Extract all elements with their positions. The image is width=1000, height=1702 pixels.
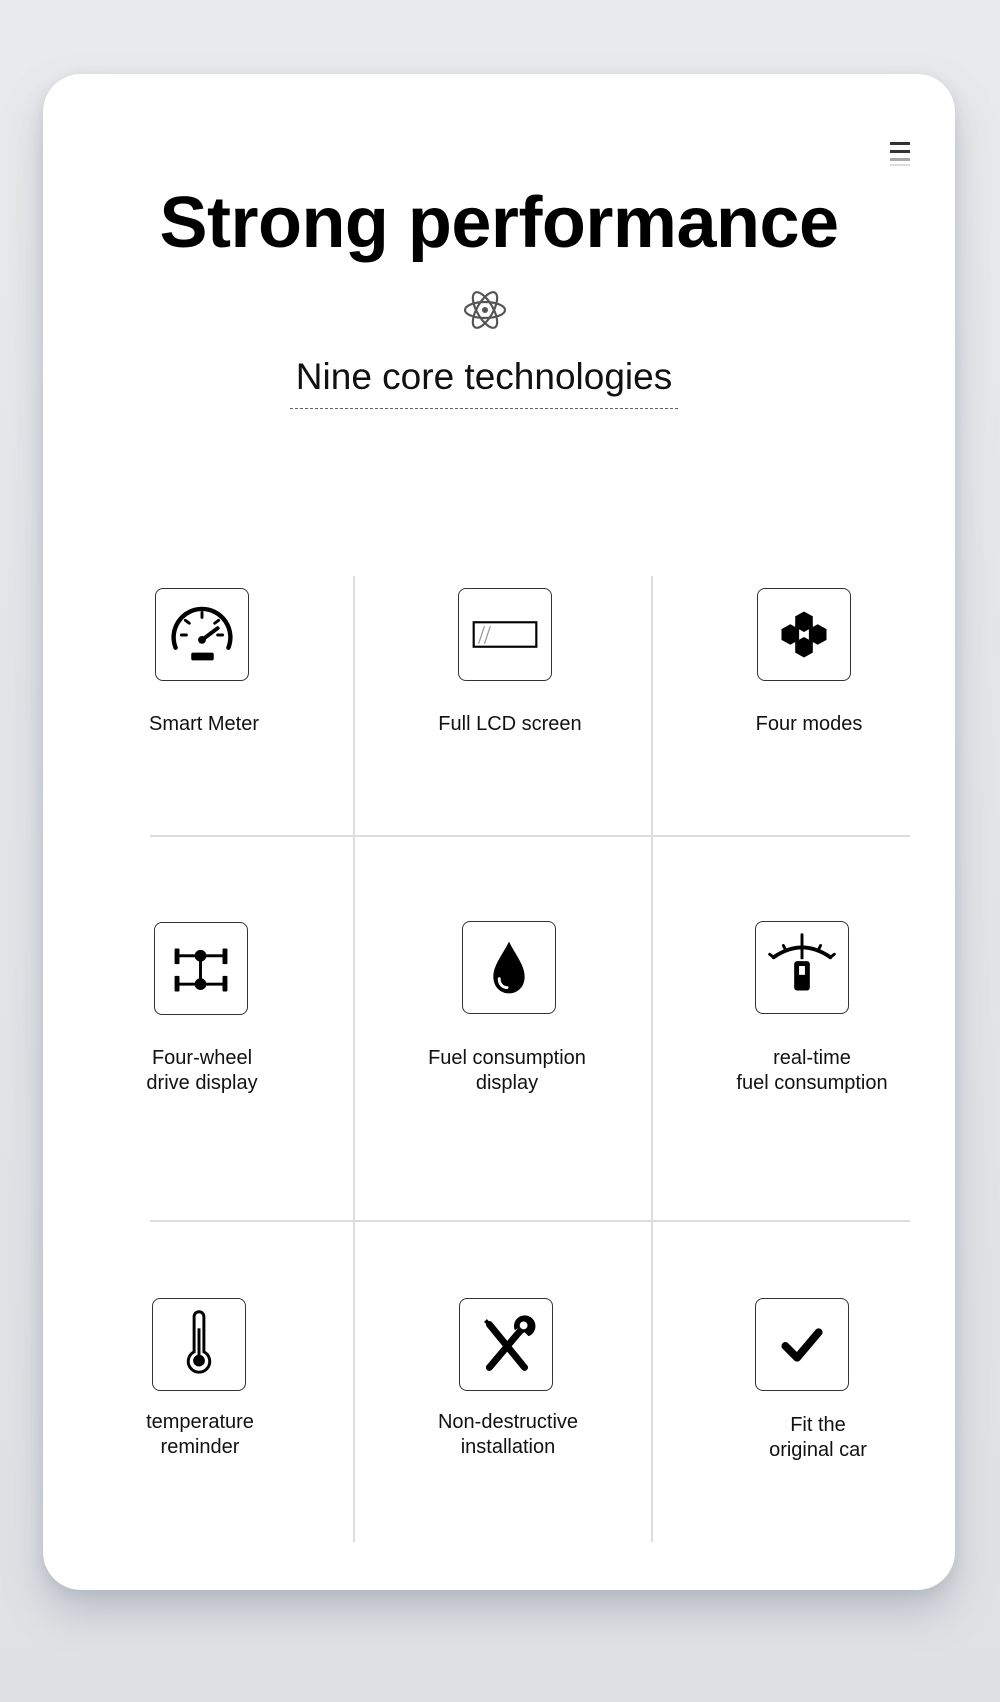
- feature-label-fit-car: Fit the original car: [769, 1414, 867, 1461]
- grid-line-vertical-2: [651, 576, 653, 1542]
- subtitle-dashed-rule: [290, 408, 678, 409]
- fuel-drop-icon: [462, 921, 556, 1014]
- grid-line-horizontal-1: [150, 835, 910, 837]
- menu-icon[interactable]: [889, 140, 911, 168]
- four-wheel-drive-icon: [154, 922, 248, 1015]
- feature-label-fuel-consumption: Fuel consumption display: [428, 1047, 586, 1094]
- grid-line-horizontal-2: [150, 1220, 910, 1222]
- fuel-gauge-icon: [755, 921, 849, 1014]
- hexagons-icon: [757, 588, 851, 681]
- checkmark-icon: [755, 1298, 849, 1391]
- subtitle-block: [290, 354, 678, 409]
- feature-label-real-time: real-time fuel consumption: [736, 1047, 888, 1094]
- thermometer-icon: [152, 1298, 246, 1391]
- feature-label-four-wheel: Four-wheel drive display: [146, 1047, 258, 1094]
- feature-label-temperature: temperature reminder: [146, 1411, 254, 1458]
- lcd-screen-icon: [458, 588, 552, 681]
- page-title: Strong performance: [159, 183, 839, 263]
- atom-icon: [463, 288, 507, 332]
- feature-label-non-destructive: Non-destructive installation: [437, 1411, 579, 1458]
- feature-label-full-lcd: Full LCD screen: [438, 713, 582, 735]
- grid-line-vertical-1: [353, 576, 355, 1542]
- feature-card: [43, 74, 955, 1590]
- feature-label-smart-meter: Smart Meter: [148, 713, 260, 735]
- speedometer-icon: [155, 588, 249, 681]
- tools-icon: [459, 1298, 553, 1391]
- subtitle: Nine core technologies: [295, 356, 673, 397]
- feature-label-four-modes: Four modes: [755, 713, 863, 735]
